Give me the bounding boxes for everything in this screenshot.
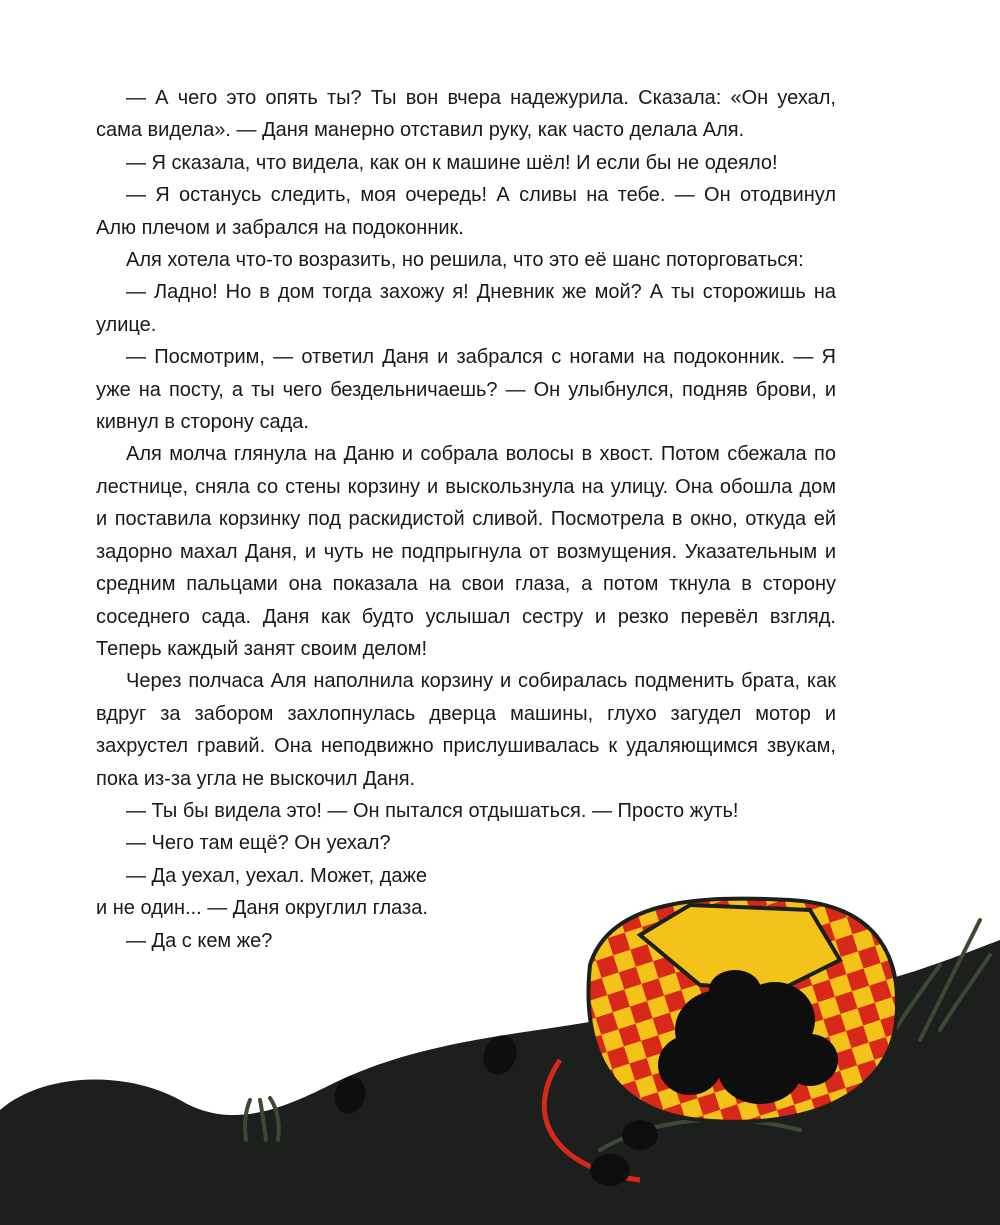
paragraph: и не один... — Даня округлил глаза. <box>96 897 428 920</box>
paragraph: — Да с кем же? <box>126 929 273 952</box>
paragraph: Аля молча глянула на Даню и собрала волосы в хвост. Потом сбежала по лестнице, сняла со стены корзину и выскользнула на улицу. Она обошла дом и поставила корзинку под раскидистой сливой. Посмотрела в окно, откуда ей задорно махал Даня, и чуть не подпрыгнула от возмущения. Указательным и средним пальцами она показала на свои глаза, а потом ткнула в сторону соседнего сада. Даня как будто услышал сестру и резко перевёл взгляд. Теперь каждый занят своим делом! <box>96 443 836 660</box>
paragraph: — Ладно! Но в дом тогда захожу я! Дневник же мой? А ты сторожишь на улице. <box>96 281 836 336</box>
paragraph: — А чего это опять ты? Ты вон вчера надежурила. Сказала: «Он уехал, сама видела». — Даня манерно отставил руку, как часто делала Аля. <box>96 87 836 142</box>
paragraph: Аля хотела что-то возразить, но решила, что это её шанс поторговаться: <box>126 249 804 272</box>
story-text <box>96 82 836 957</box>
paragraph: Через полчаса Аля наполнила корзину и собиралась подменить брата, как вдруг за забором захлопнулась дверца машины, глухо загудел мотор и захрустел гравий. Она неподвижно прислушивалась к удаляющимся звукам, пока из-за угла не выскочил Даня. <box>96 670 836 790</box>
paragraph: — Ты бы видела это! — Он пытался отдышаться. — Просто жуть! <box>126 799 739 822</box>
paragraph: — Я сказала, что видела, как он к машине шёл! И если бы не одеяло! <box>126 151 778 174</box>
paragraph: — Чего там ещё? Он уехал? <box>126 832 391 855</box>
paragraph: — Да уехал, уехал. Может, даже <box>126 864 428 887</box>
paragraph: — Я останусь следить, моя очередь! А сливы на тебе. — Он отодвинул Алю плечом и забрался на подоконник. <box>96 184 836 239</box>
paragraph: — Посмотрим, — ответил Даня и забрался с ногами на подоконник. — Я уже на посту, а ты чего бездельничаешь? — Он улыбнулся, подняв брови, и кивнул в сторону сада. <box>96 346 836 434</box>
